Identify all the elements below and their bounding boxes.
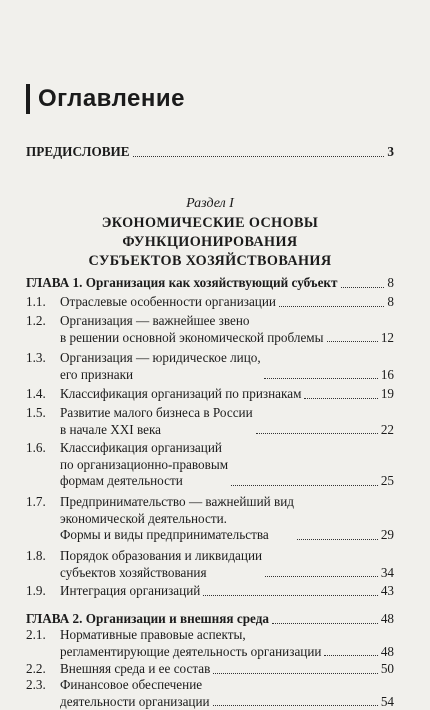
entry-text — [60, 386, 301, 403]
leader-dots — [133, 156, 385, 157]
heading-bar — [26, 84, 30, 114]
entry-page: 19 — [381, 386, 394, 403]
entry-text — [60, 548, 262, 581]
toc-entry-1-5 — [26, 405, 394, 438]
entry-number: 1.6. — [26, 440, 60, 457]
entry-text — [60, 294, 276, 311]
entry-page: 25 — [381, 473, 394, 490]
entry-text — [60, 313, 324, 346]
entry-text — [60, 405, 253, 438]
toc-entry-1-2 — [26, 313, 394, 346]
entry-page: 3 — [387, 144, 394, 161]
leader-dots — [265, 576, 378, 577]
page-title: Оглавление — [38, 85, 185, 113]
entry-page: 50 — [381, 661, 394, 678]
entry-line: регламентирующие деятельность организации — [60, 644, 321, 661]
toc-entry-chapter-1 — [26, 275, 394, 292]
entry-text — [60, 677, 210, 710]
toc-entry-chapter-2 — [26, 611, 394, 628]
entry-page: 48 — [381, 644, 394, 661]
leader-dots — [272, 623, 378, 624]
entry-text — [60, 350, 261, 383]
leader-dots — [324, 655, 377, 656]
entry-number: 1.2. — [26, 313, 60, 330]
leader-dots — [213, 705, 378, 706]
entry-page: 16 — [381, 367, 394, 384]
entry-number: 2.3. — [26, 677, 60, 694]
entry-number: 1.4. — [26, 386, 60, 403]
entry-line: Формы и виды предпринимательства — [60, 527, 294, 544]
entry-page: 43 — [381, 583, 394, 600]
entry-line: Отраслевые особенности организации — [60, 294, 276, 311]
entry-line: Организация — важнейшее звено — [60, 313, 324, 330]
entry-text — [60, 661, 210, 678]
entry-line: Предпринимательство — важнейший вид — [60, 494, 294, 511]
toc-entry-1-7 — [26, 494, 394, 544]
toc-entry-1-4 — [26, 386, 394, 403]
entry-line: Классификация организаций по признакам — [60, 386, 301, 403]
toc-entry-1-6 — [26, 440, 394, 490]
entry-number: 1.9. — [26, 583, 60, 600]
leader-dots — [213, 673, 377, 674]
entry-line: Финансовое обеспечение — [60, 677, 210, 694]
leader-dots — [341, 287, 385, 288]
entry-number: 2.2. — [26, 661, 60, 678]
toc-entry-preface — [26, 144, 394, 161]
leader-dots — [256, 433, 378, 434]
section-label: Раздел I — [26, 196, 394, 212]
section-header — [26, 196, 394, 271]
entry-line: его признаки — [60, 367, 261, 384]
section-title-line: ЭКОНОМИЧЕСКИЕ ОСНОВЫ — [26, 214, 394, 233]
entry-number: 1.7. — [26, 494, 60, 511]
entry-page: 54 — [381, 694, 394, 710]
entry-page: 48 — [381, 611, 394, 628]
entry-line: Классификация организаций — [60, 440, 228, 457]
entry-line: Интеграция организаций — [60, 583, 200, 600]
leader-dots — [203, 595, 377, 596]
entry-number: 1.3. — [26, 350, 60, 367]
section-title-line: ФУНКЦИОНИРОВАНИЯ — [26, 233, 394, 252]
entry-line: Порядок образования и ликвидации — [60, 548, 262, 565]
toc-entry-2-2 — [26, 661, 394, 678]
entry-line: по организационно-правовым — [60, 457, 228, 474]
entry-number: 1.5. — [26, 405, 60, 422]
entry-line: Внешняя среда и ее состав — [60, 661, 210, 678]
section-title-line: СУБЪЕКТОВ ХОЗЯЙСТВОВАНИЯ — [26, 252, 394, 271]
leader-dots — [264, 378, 378, 379]
entry-line: экономической деятельности. — [60, 511, 294, 528]
chapter-label: ГЛАВА 1. Организация как хозяйствующий субъект — [26, 275, 338, 292]
entry-line: в решении основной экономической проблемы — [60, 330, 324, 347]
chapter-label: ГЛАВА 2. Организации и внешняя среда — [26, 611, 269, 628]
toc-entry-1-9 — [26, 583, 394, 600]
leader-dots — [231, 485, 378, 486]
entry-page: 8 — [387, 294, 394, 311]
leader-dots — [279, 306, 384, 307]
entry-text — [60, 583, 200, 600]
entry-line: Развитие малого бизнеса в России — [60, 405, 253, 422]
entry-page: 22 — [381, 422, 394, 439]
toc-entry-1-8 — [26, 548, 394, 581]
entry-line: Нормативные правовые аспекты, — [60, 627, 321, 644]
leader-dots — [327, 341, 378, 342]
entry-number: 1.8. — [26, 548, 60, 565]
toc-entry-1-1 — [26, 294, 394, 311]
toc-entry-2-3 — [26, 677, 394, 710]
entry-line: в начале XXI века — [60, 422, 253, 439]
entry-page: 34 — [381, 565, 394, 582]
entry-text — [60, 440, 228, 490]
toc-entry-1-3 — [26, 350, 394, 383]
entry-line: формам деятельности — [60, 473, 228, 490]
leader-dots — [304, 398, 377, 399]
leader-dots — [297, 539, 378, 540]
entry-page: 29 — [381, 527, 394, 544]
toc-entry-2-1 — [26, 627, 394, 660]
entry-text — [60, 627, 321, 660]
entry-page: 8 — [387, 275, 394, 292]
toc-heading — [26, 84, 185, 114]
entry-label: ПРЕДИСЛОВИЕ — [26, 144, 130, 161]
entry-line: деятельности организации — [60, 694, 210, 710]
entry-text — [60, 494, 294, 544]
entry-number: 1.1. — [26, 294, 60, 311]
entry-page: 12 — [381, 330, 394, 347]
entry-line: Организация — юридическое лицо, — [60, 350, 261, 367]
entry-number: 2.1. — [26, 627, 60, 644]
entry-line: субъектов хозяйствования — [60, 565, 262, 582]
